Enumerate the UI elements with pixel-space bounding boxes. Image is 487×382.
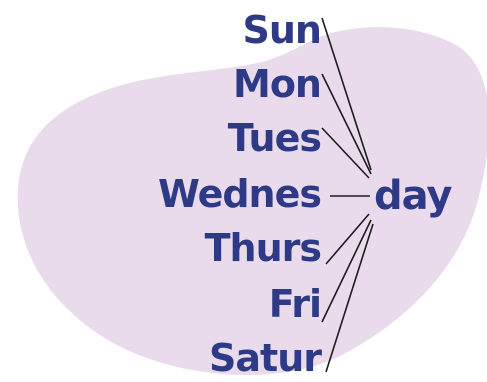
prefix-tues: Tues <box>227 116 321 160</box>
prefix-sun: Sun <box>242 8 321 52</box>
prefix-mon: Mon <box>233 62 321 106</box>
prefix-wednes: Wednes <box>158 172 321 216</box>
suffix-day: day <box>374 173 452 219</box>
prefix-thurs: Thurs <box>204 226 321 270</box>
prefix-fri: Fri <box>268 282 321 326</box>
connector-line-mon <box>322 74 371 174</box>
connector-line-sun <box>322 18 371 170</box>
prefix-satur: Satur <box>209 336 321 380</box>
connector-line-tues <box>322 128 369 178</box>
